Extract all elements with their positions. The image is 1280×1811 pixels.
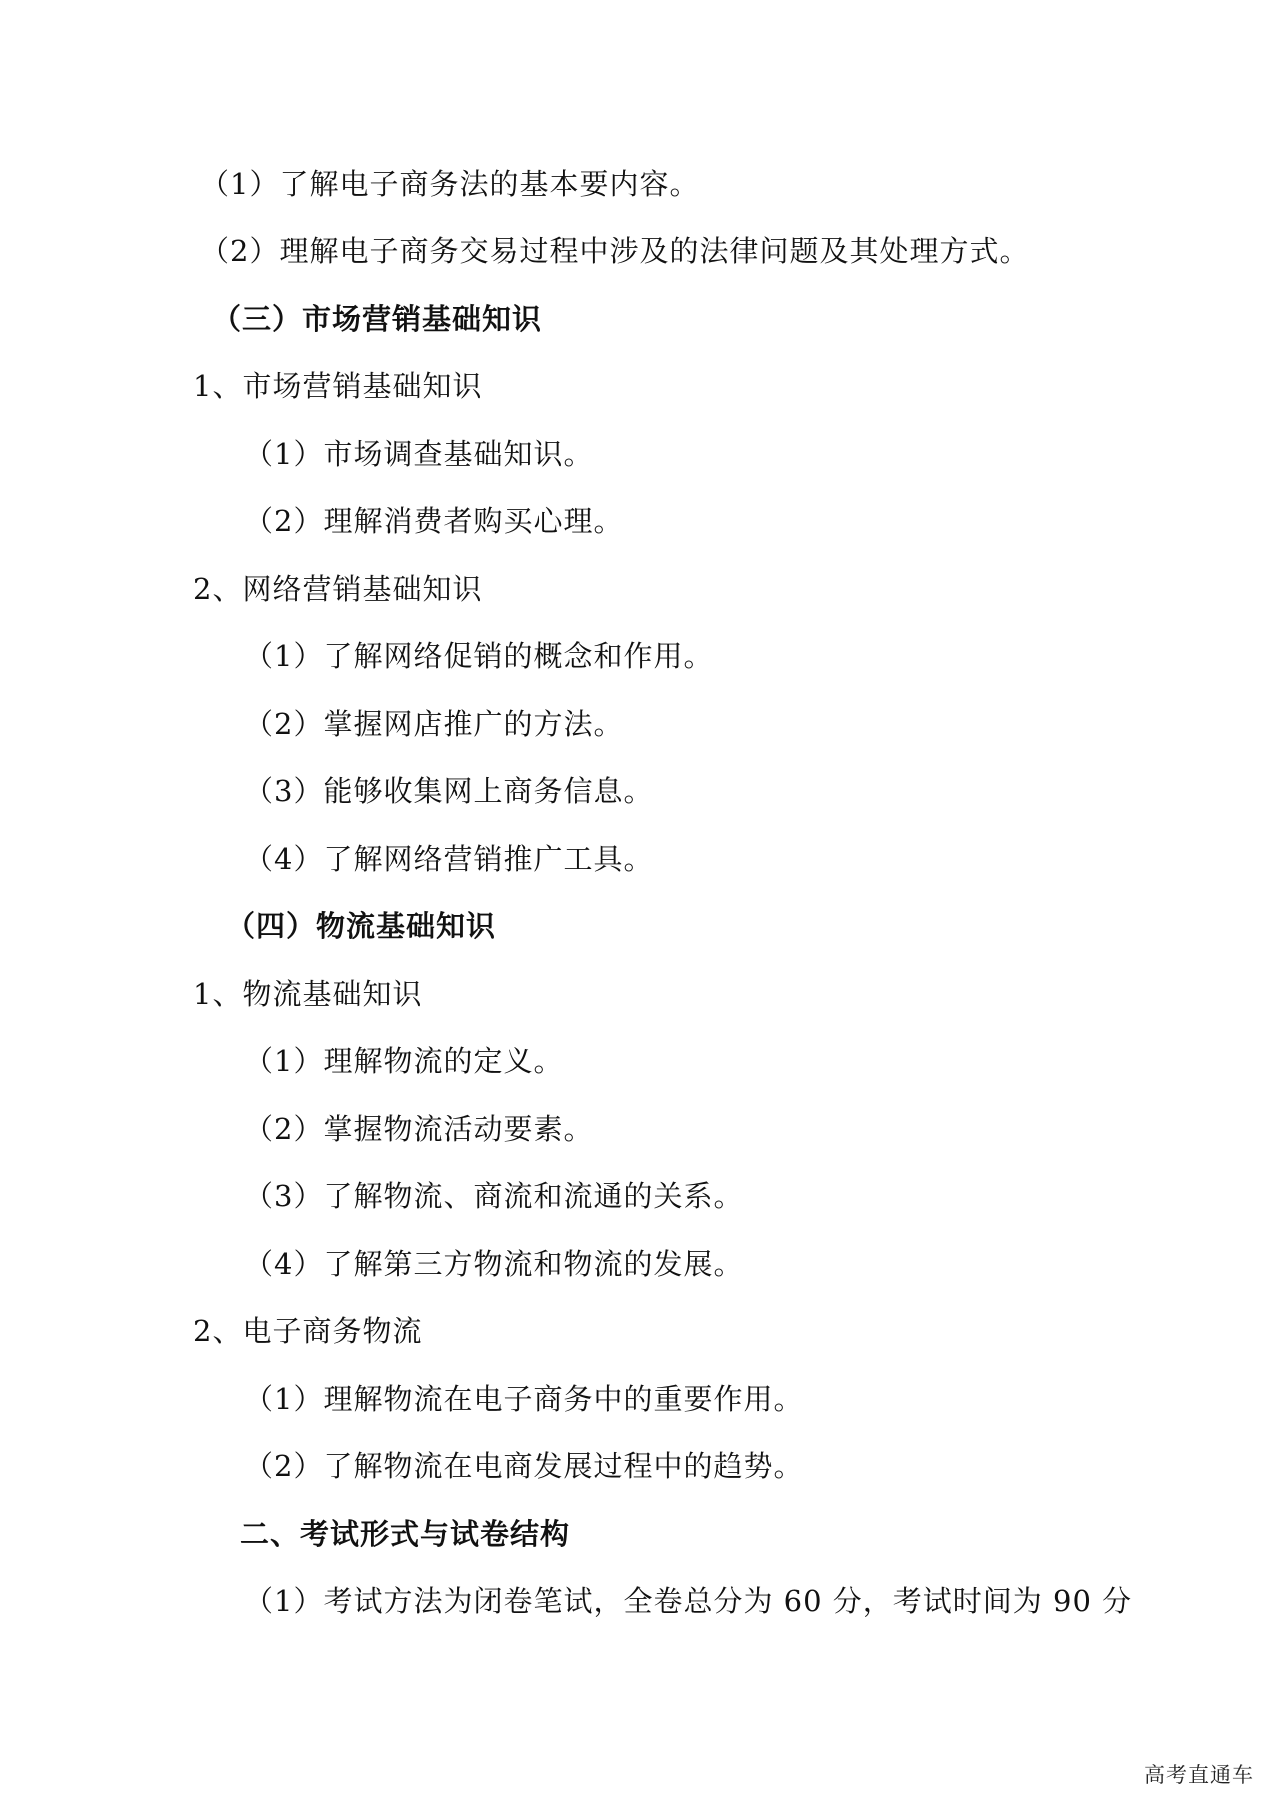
section-heading-marketing: （三）市场营销基础知识 xyxy=(212,302,543,336)
item-law-basic: （1）了解电子商务法的基本要内容。 xyxy=(200,167,700,201)
item-consumer-psychology: （2）理解消费者购买心理。 xyxy=(244,504,624,538)
section-heading-logistics: （四）物流基础知识 xyxy=(226,909,497,943)
item-third-party-logistics: （4）了解第三方物流和物流的发展。 xyxy=(244,1247,744,1281)
section-heading-exam-format: 二、考试形式与试卷结构 xyxy=(240,1517,571,1551)
item-marketing-tools: （4）了解网络营销推广工具。 xyxy=(244,842,654,876)
subsection-heading-marketing-basics: 1、市场营销基础知识 xyxy=(193,369,483,403)
item-logistics-importance: （1）理解物流在电子商务中的重要作用。 xyxy=(244,1382,804,1416)
item-store-promotion: （2）掌握网店推广的方法。 xyxy=(244,707,624,741)
item-market-research: （1）市场调查基础知识。 xyxy=(244,437,594,471)
item-logistics-trend: （2）了解物流在电商发展过程中的趋势。 xyxy=(244,1449,804,1483)
watermark-text: 高考直通车 xyxy=(1144,1763,1254,1787)
item-logistics-relations: （3）了解物流、商流和流通的关系。 xyxy=(244,1179,744,1213)
item-logistics-definition: （1）理解物流的定义。 xyxy=(244,1044,564,1078)
item-logistics-elements: （2）掌握物流活动要素。 xyxy=(244,1112,594,1146)
item-business-info: （3）能够收集网上商务信息。 xyxy=(244,774,654,808)
item-exam-method: （1）考试方法为闭卷笔试，全卷总分为 60 分，考试时间为 90 分 xyxy=(244,1584,1133,1618)
item-law-issues: （2）理解电子商务交易过程中涉及的法律问题及其处理方式。 xyxy=(200,234,1030,268)
subsection-heading-ecommerce-logistics: 2、电子商务物流 xyxy=(193,1314,423,1348)
subsection-heading-logistics-basics: 1、物流基础知识 xyxy=(193,977,423,1011)
subsection-heading-online-marketing: 2、网络营销基础知识 xyxy=(193,572,483,606)
item-online-promotion: （1）了解网络促销的概念和作用。 xyxy=(244,639,714,673)
